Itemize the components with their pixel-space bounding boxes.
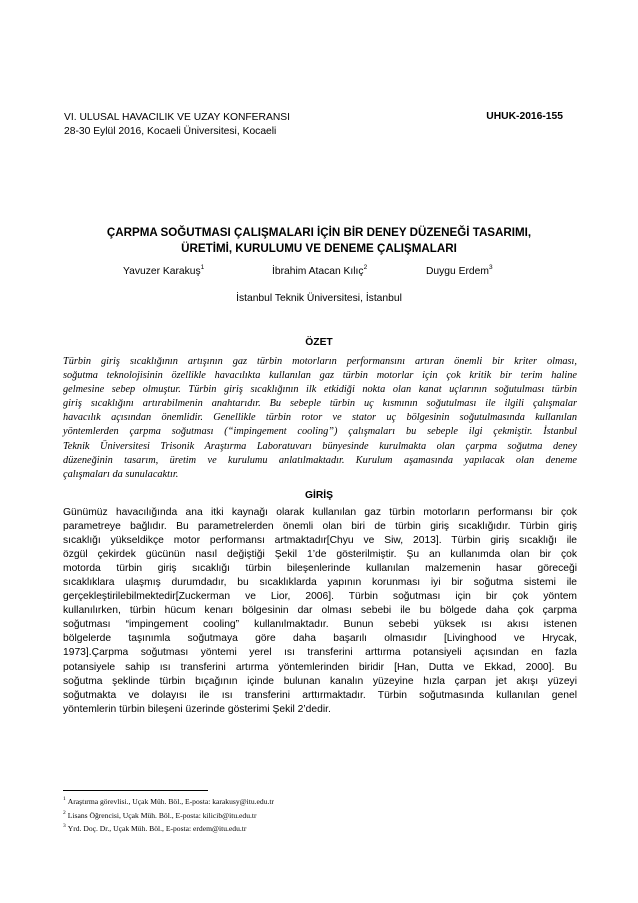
author bbox=[426, 266, 493, 277]
author-footnote-mark: 1 bbox=[200, 264, 205, 271]
author-list bbox=[0, 266, 638, 282]
footnote bbox=[63, 809, 274, 823]
intro-line: potansiyele sahip ısı transferini artırma yöntemlerinden biridir [Han, Dutta ve Ekkad, 2000]. Bu bbox=[63, 661, 577, 673]
footnote-mark: 2 bbox=[63, 809, 66, 816]
author bbox=[123, 266, 204, 277]
abstract-line: gelmesine sebep olmuştur. Türbin giriş sıcaklığının ilk etkidiği nokta olan kanat uçlarının soğutulması türbin bbox=[63, 384, 577, 396]
intro-line: sıcaklıklara ulaşmış durumdadır, bu sıcaklıklarda yapının korunması iyi bir soğutma sistemi ile bbox=[63, 577, 577, 589]
footnote bbox=[63, 822, 274, 836]
paper-id: UHUK-2016-155 bbox=[486, 111, 563, 122]
conference-name: VI. ULUSAL HAVACILIK VE UZAY KONFERANSI bbox=[64, 112, 291, 123]
abstract-line: çalışmaları da sunulacaktır. bbox=[63, 468, 179, 480]
intro-line: soğutma şeklinde türbin bıçağının içinde bulunan kanalın yüzeyine hızla çarpan jet akışı yüzeyi bbox=[63, 675, 577, 687]
abstract-line: giriş sıcaklığını artırabilmenin anahtarıdır. Bu sebeple türbin uç kısmının soğutulması ile ilgili çalışmalar bbox=[63, 398, 577, 410]
intro-heading: GİRİŞ bbox=[304, 490, 334, 501]
author-name: İbrahim Atacan Kılıç bbox=[272, 266, 364, 277]
intro-line: bölgelerde taşınımla soğutmaya göre daha başarılı olmasıdır [Livinghood ve Hrycak, bbox=[63, 633, 577, 645]
footnote-text: Araştırma görevlisi., Uçak Müh. Böl., E-posta: karakusy@itu.edu.tr bbox=[67, 797, 275, 806]
intro-line: kullanılırken, türbin hücum kenarı bölgesinin dar olması sebebi ile bu bölgede daha çok çarpma bbox=[63, 605, 577, 617]
abstract-line: yöntemlerden çarpma soğutması (“impingement cooling”) çalışmaları bu sebeple ilgi çekmiştir. İstanbul bbox=[63, 426, 577, 438]
author-footnote-mark: 3 bbox=[488, 264, 493, 271]
intro-line: 1973].Çarpma soğutması yöntemi yerel ısı transferini arttırma potansiyeli açısından en fazla bbox=[63, 647, 577, 659]
abstract-line: havacılık açısından önemlidir. Genellikle türbin rotor ve stator uç bölgesinin soğutulmasında kullanılan bbox=[63, 412, 577, 424]
intro-line: yöntemlerin türbin bileşeni üzerinde gösterimi Şekil 2’dedir. bbox=[63, 703, 331, 715]
title-line: ÜRETİMİ, KURULUMU VE DENEME ÇALIŞMALARI bbox=[181, 241, 457, 255]
abstract-line: düzeneğinin tasarım, üretim ve kurulumu anlatılmaktadır. Kurulum aşamasında yapılacak olan deneme bbox=[63, 454, 577, 466]
intro-line: soğutmakta ve dolayısı ile ısı transferini arttırmaktadır. Türbin soğutmasında kullanılan genel bbox=[63, 689, 577, 701]
footnote-text: Lisans Öğrencisi, Uçak Müh. Böl., E-posta: kilicib@itu.edu.tr bbox=[67, 810, 257, 820]
footnote-text: Yrd. Doç. Dr., Uçak Müh. Böl., E-posta: erdem@itu.edu.tr bbox=[67, 824, 247, 833]
intro-line: motorda türbin giriş sıcaklığı türbin bileşenlerinde kullanılan malzemenin hasar göreceği bbox=[63, 563, 577, 575]
paper-title bbox=[60, 225, 578, 256]
affiliation: İstanbul Teknik Üniversitesi, İstanbul bbox=[236, 293, 402, 304]
abstract-line: soğutma teknolojisinin özellikle havacılıkta kullanılan gaz türbin motorlar için çok kritik bir terim haline bbox=[63, 370, 577, 382]
title-line: ÇARPMA SOĞUTMASI ÇALIŞMALARI İÇİN BİR DENEY DÜZENEĞİ TASARIMI, bbox=[106, 226, 532, 239]
author-name: Yavuzer Karakuş bbox=[123, 266, 201, 277]
intro-body bbox=[63, 506, 577, 717]
footnote-mark: 3 bbox=[63, 823, 66, 829]
intro-line: parametreye bağlıdır. Bu parametrelerden önemli olan biri de türbin giriş sıcaklığıdır. Türbin giriş bbox=[63, 521, 577, 533]
intro-line: Günümüz havacılığında ana itki kaynağı olarak kullanılan gaz türbin motorların performansı bir çok bbox=[63, 507, 577, 518]
running-header bbox=[64, 111, 290, 139]
footnote bbox=[63, 795, 274, 809]
abstract-body bbox=[63, 355, 577, 482]
author bbox=[272, 266, 367, 277]
intro-line: gerçekleştirilebilmektedir[Zuckerman ve Lior, 2006]. Türbin soğutması için bir çok yöntem bbox=[63, 591, 577, 603]
author-name: Duygu Erdem bbox=[426, 266, 489, 277]
footnote-mark: 1 bbox=[63, 796, 66, 802]
author-footnote-mark: 2 bbox=[363, 264, 368, 271]
intro-line: soğutması “impingement cooling” kullanılmaktadır. Bunun sebebi yüksek ısı akısı istenen bbox=[63, 619, 577, 631]
conference-date-place: 28-30 Eylül 2016, Kocaeli Üniversitesi, Kocaeli bbox=[64, 126, 277, 137]
footnote-divider bbox=[63, 790, 208, 791]
abstract-heading: ÖZET bbox=[305, 337, 333, 348]
footnotes bbox=[63, 795, 274, 836]
intro-line: özgül çekirdek gücünün nasıl değiştiği Şekil 1’de gösterilmiştir. Şu an kullanımda olan bir çok bbox=[63, 549, 577, 561]
abstract-line: Türbin giriş sıcaklığının artışının gaz türbin motorların performansını artıran önemli bir kriter olması, bbox=[63, 356, 577, 367]
abstract-line: Teknik Üniversitesi Trisonik Araştırma Laboratuvarı bünyesinde kurulmakta olan çarpma soğutma deney bbox=[63, 440, 577, 452]
intro-line: sıcaklığı yükseldikçe motor performansı artmaktadır[Chyu ve Siw, 2013]. Türbin giriş sıcaklığı ile bbox=[63, 535, 577, 547]
